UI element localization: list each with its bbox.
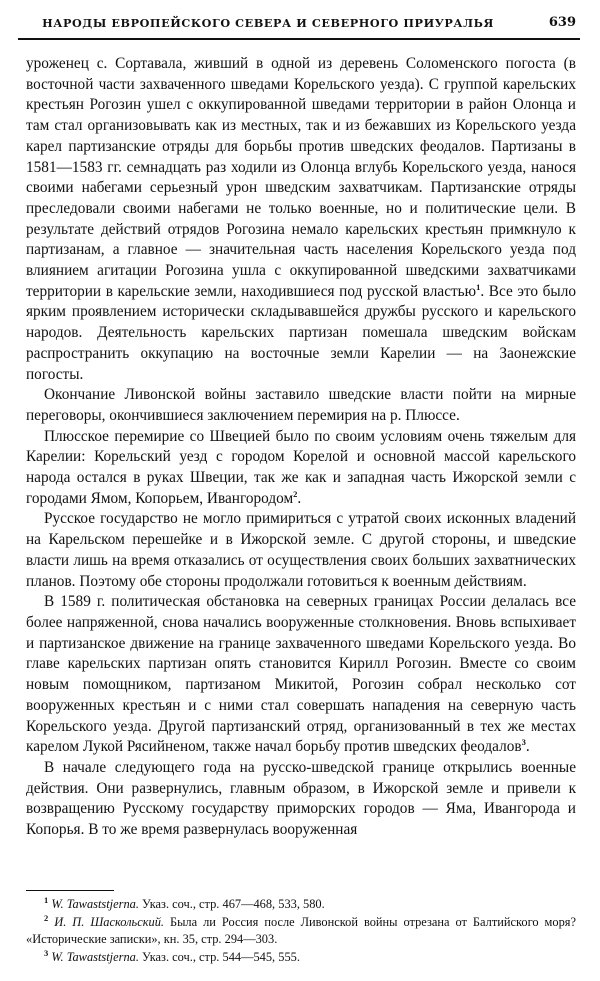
- paragraph: [26, 509, 576, 592]
- paragraph-text: Плюсское перемирие со Швецией было по своим условиям очень тяжелым для Карелии: Корельский уезд с городом Корелой и основной массой карельского народа остался в руках Швеции, так же как и западная часть Ижорской земли с городами Ямом, Копорьем, Ивангородом: [26, 427, 576, 507]
- paragraph-text: уроженец с. Сортавала, живший в одной из деревень Соломенского погоста (в восточной части захваченного шведами Корельского уезда). С группой карельских крестьян Рогозин ушел с оккупированной шведами территории в район Олонца и там стал организовывать как из местных, так и из бежавших из Корельского уезда карел партизанские отряды для борьбы против шведских феодалов. Партизаны в 1581—1583 гг. семнадцать раз ходили из Олонца вглубь Корельского уезда, нанося своими набегами серьезный урон шведским захватчикам. Партизанские отряды преследовали своими набегами не только военные, но и политические цели. В результате действий отрядов Рогозина немало карельских крестьян примкнуло к партизанам, а главное — значительная часть населения Корельского уезда под влиянием агитации Рогозина ушла с оккупированной шведскими захватчиками территории в карельские земли, находившиеся под русской властью: [26, 55, 576, 300]
- footnote-author: W. Tawaststjerna.: [51, 949, 139, 964]
- footnote-author: И. П. Шаскольский.: [54, 914, 164, 929]
- running-head: НАРОДЫ ЕВРОПЕЙСКОГО СЕВЕРА И СЕВЕРНОГО ПРИУРАЛЬЯ: [42, 16, 494, 30]
- footnote-text: Указ. соч., стр. 544—545, 555.: [138, 949, 300, 964]
- page-header: [18, 10, 580, 34]
- footnote-ref[interactable]: 3: [521, 737, 526, 748]
- paragraph: [26, 592, 576, 758]
- footnote-number: 3: [44, 947, 49, 958]
- header-rule: [18, 38, 580, 40]
- footnote-number: 1: [44, 894, 49, 905]
- footnote-ref[interactable]: 2: [293, 488, 298, 499]
- footnote: [26, 914, 576, 949]
- paragraph: [26, 758, 576, 841]
- paragraph: [26, 54, 576, 385]
- paragraph: [26, 427, 576, 510]
- footnote-ref[interactable]: 1: [476, 281, 481, 292]
- paragraph-text: В 1589 г. политическая обстановка на северных границах России делалась все более напряженной, снова начались вооруженные столкновения. Вновь вспыхивает и партизанское движение на границе захваченного шведами Корельского уезда. Во главе карельских партизан опять становится Кирилл Рогозин. Вместе со своим новым помощником, партизаном Микитой, Рогозин собрал несколько сот вооруженных крестьян и с ними стал совершать нападения на северную часть Корельского уезда. Другой партизанский отряд, организованный в тех же местах карелом Лукой Рясийненом, также начал борьбу против шведских феодалов: [26, 593, 576, 756]
- footnote: [26, 896, 576, 914]
- paragraph: [26, 385, 576, 426]
- footnote-text: Была ли Россия после Ливонской войны отрезана от Балтийского моря? «Исторические записки», кн. 35, стр. 294—303.: [26, 914, 576, 946]
- footnote: [26, 949, 576, 967]
- footnotes: [26, 896, 576, 966]
- paragraph-text: . Все это было ярким проявлением исторически складывавшейся дружбы русского и карельского народов. Деятельность карельских партизан помешала шведским войскам распространить оккупацию на восточные земли Карелии — на Заонежские погосты.: [26, 282, 576, 383]
- paragraph-text: Русское государство не могло примириться с утратой своих исконных владений на Карельском перешейке и в Ижорской земле. С другой стороны, и шведские власти лишь на время отказались от осуществления своих больших захватнических планов. Поэтому обе стороны продолжали готовиться к военным действиям.: [26, 510, 576, 590]
- page-number: 639: [548, 15, 576, 30]
- paragraph-text: Окончание Ливонской войны заставило шведские власти пойти на мирные переговоры, окончившиеся заключением перемирия на р. Плюссе.: [26, 386, 576, 424]
- footnote-number: 2: [44, 912, 49, 923]
- footnote-rule: [26, 890, 114, 891]
- paragraph-text: .: [297, 489, 302, 507]
- paragraph-text: В начале следующего года на русско-шведской границе открылись военные действия. Они развернулись, главным образом, в Ижорской земле и привели к возвращению Русскому государству приморских городов — Яма, Ивангорода и Копорья. В то же время развернулась вооруженная: [26, 758, 576, 839]
- footnote-author: W. Tawaststjerna.: [51, 897, 139, 911]
- main-text: [26, 54, 576, 841]
- footnote-text: Указ. соч., стр. 467—468, 533, 580.: [138, 897, 325, 911]
- paragraph-text: .: [525, 738, 530, 756]
